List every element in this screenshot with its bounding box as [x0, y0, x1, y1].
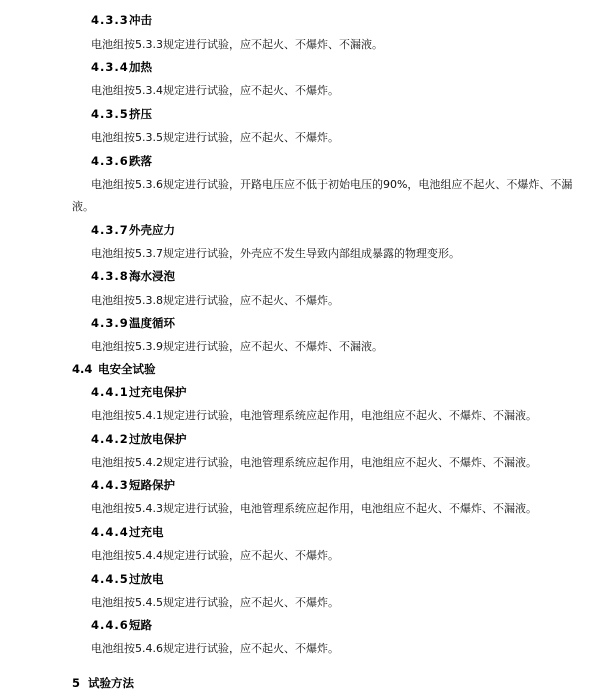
- heading-4-3-3: [91, 12, 152, 28]
- paragraph-4-3-5: 电池组按5.3.5规定进行试验，应不起火、不爆炸。: [91, 131, 339, 144]
- heading-4-3-5: [91, 106, 152, 122]
- heading-number: 4.4.5: [91, 572, 129, 586]
- heading-4-4: [72, 361, 156, 377]
- heading-title: 海水浸泡: [129, 269, 175, 283]
- paragraph-4-3-7: 电池组按5.3.7规定进行试验，外壳应不发生导致内部组成暴露的物理变形。: [91, 247, 460, 260]
- heading-4-3-8: [91, 268, 175, 284]
- heading-title: 挤压: [129, 107, 152, 121]
- heading-5: [72, 675, 134, 691]
- heading-4-4-1: [91, 384, 187, 400]
- paragraph-4-4-1: 电池组按5.4.1规定进行试验，电池管理系统应起作用，电池组应不起火、不爆炸、不漏液。: [91, 409, 537, 422]
- paragraph-4-4-6: 电池组按5.4.6规定进行试验，应不起火、不爆炸。: [91, 642, 339, 655]
- paragraph-4-3-6-continuation: 液。: [72, 200, 94, 213]
- heading-number: 4.3.7: [91, 223, 129, 237]
- heading-title: 外壳应力: [129, 223, 175, 237]
- heading-number: 4.3.8: [91, 269, 129, 283]
- heading-4-3-6: [91, 153, 152, 169]
- heading-4-3-4: [91, 59, 152, 75]
- heading-number: 4.3.3: [91, 13, 129, 27]
- heading-title: 电安全试验: [98, 362, 156, 376]
- heading-title: 冲击: [129, 13, 152, 27]
- heading-title: 试验方法: [88, 676, 134, 690]
- heading-title: 过放电: [129, 572, 164, 586]
- heading-number: 4.4.2: [91, 432, 129, 446]
- paragraph-4-3-8: 电池组按5.3.8规定进行试验，应不起火、不爆炸。: [91, 294, 339, 307]
- heading-number: 4.4: [72, 362, 93, 376]
- paragraph-4-3-9: 电池组按5.3.9规定进行试验，应不起火、不爆炸、不漏液。: [91, 340, 383, 353]
- paragraph-4-4-3: 电池组按5.4.3规定进行试验，电池管理系统应起作用，电池组应不起火、不爆炸、不漏液。: [91, 502, 537, 515]
- heading-number: 4.3.9: [91, 316, 129, 330]
- heading-title: 加热: [129, 60, 152, 74]
- paragraph-4-4-5: 电池组按5.4.5规定进行试验，应不起火、不爆炸。: [91, 596, 339, 609]
- heading-4-4-6: [91, 617, 152, 633]
- heading-number: 4.4.3: [91, 478, 129, 492]
- heading-title: 跌落: [129, 154, 152, 168]
- heading-number: 4.3.5: [91, 107, 129, 121]
- heading-number: 4.3.4: [91, 60, 129, 74]
- heading-title: 过充电保护: [129, 385, 187, 399]
- paragraph-4-4-4: 电池组按5.4.4规定进行试验，应不起火、不爆炸。: [91, 549, 339, 562]
- heading-title: 短路保护: [129, 478, 175, 492]
- heading-number: 5: [72, 676, 81, 690]
- heading-title: 过充电: [129, 525, 164, 539]
- heading-title: 过放电保护: [129, 432, 187, 446]
- heading-title: 温度循环: [129, 316, 175, 330]
- paragraph-4-3-4: 电池组按5.3.4规定进行试验，应不起火、不爆炸。: [91, 84, 339, 97]
- paragraph-4-4-2: 电池组按5.4.2规定进行试验，电池管理系统应起作用，电池组应不起火、不爆炸、不漏液。: [91, 456, 537, 469]
- heading-number: 4.4.1: [91, 385, 129, 399]
- heading-4-4-5: [91, 571, 164, 587]
- heading-number: 4.3.6: [91, 154, 129, 168]
- heading-4-3-9: [91, 315, 175, 331]
- paragraph-4-3-6: 电池组按5.3.6规定进行试验，开路电压应不低于初始电压的90%，电池组应不起火、不爆炸、不漏: [91, 178, 573, 191]
- heading-4-3-7: [91, 222, 175, 238]
- heading-4-4-3: [91, 477, 175, 493]
- heading-4-4-2: [91, 431, 187, 447]
- heading-title: 短路: [129, 618, 152, 632]
- heading-number: 4.4.6: [91, 618, 129, 632]
- paragraph-4-3-3: 电池组按5.3.3规定进行试验，应不起火、不爆炸、不漏液。: [91, 38, 383, 51]
- heading-4-4-4: [91, 524, 164, 540]
- heading-number: 4.4.4: [91, 525, 129, 539]
